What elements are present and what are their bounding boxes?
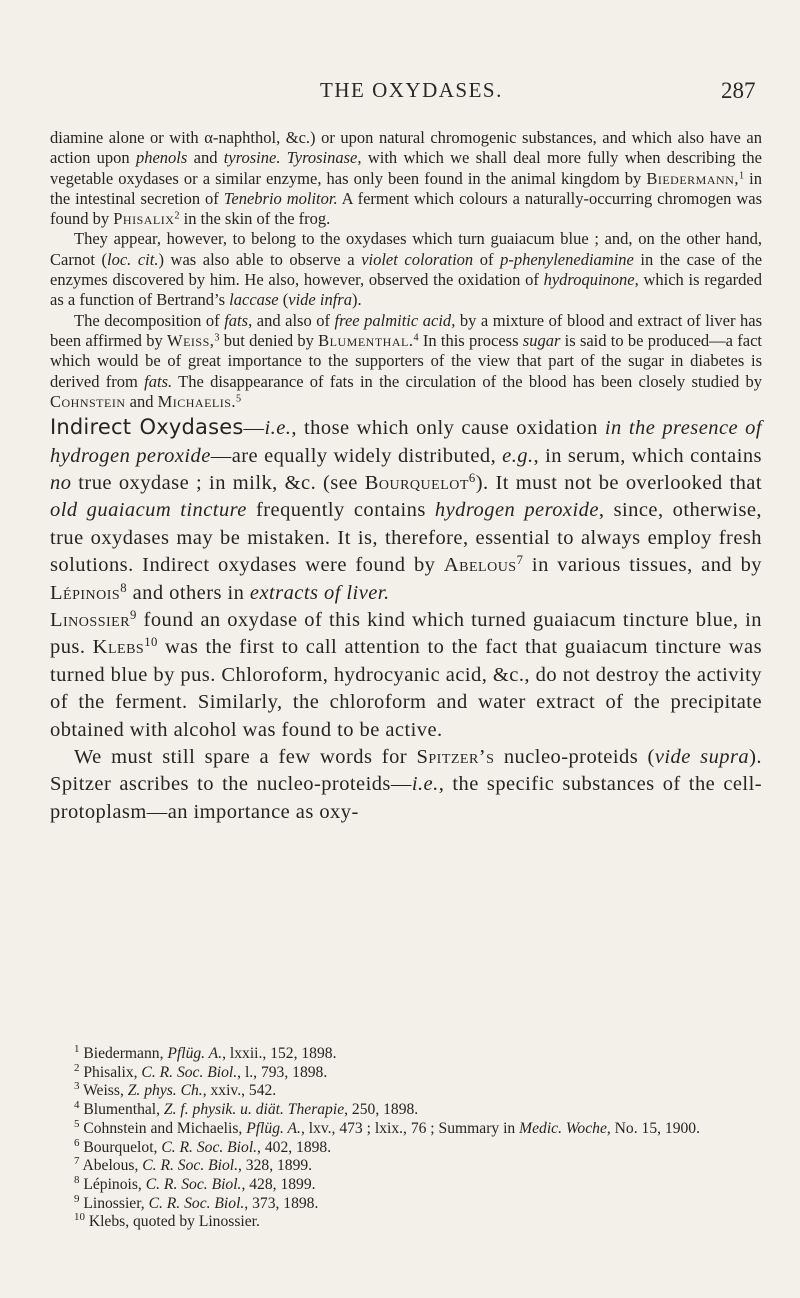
footnote: $^3$ Weiss, Z. phys. Ch., xxiv., 542. bbox=[74, 1080, 277, 1100]
footnote: $^5$ Cohnstein and Michaelis, Pflüg. A., lxv., 473 ; lxix., 76 ; Summary in Medic. Woche, No. 15, 1900. bbox=[74, 1117, 701, 1137]
body-text bbox=[50, 128, 762, 826]
paragraph-indirect-oxydases: Indirect Oxydases—i.e., those which only cause oxidation in the presence of hydrogen peroxide—are equally widely distributed, e.g., in serum, which contains no true oxydase ; in milk, &c. (see Bourquelot$^6$). It must not be overlooked that old guaiacum tincture frequently contains hydrogen peroxide, since, otherwise, true oxydases may be mistaken. It is, therefore, essential to always employ fresh solutions. Indirect oxydases were found by Abelous$^7$ in various tissues, and by Lépinois$^8$ and others in extracts of liver. bbox=[50, 415, 762, 604]
page-header bbox=[0, 78, 800, 118]
footnote: $^2$ Phisalix, C. R. Soc. Biol., l., 793, 1898. bbox=[74, 1061, 328, 1081]
footnote: $^9$ Linossier, C. R. Soc. Biol., 373, 1898. bbox=[74, 1192, 319, 1212]
paragraph-fats: The decomposition of fats, and also of free palmitic acid, by a mixture of blood and extract of liver has been affirmed by Weiss,$^3$ but denied by Blumenthal.$^4$ In this process sugar is said to be produced—a fact which would be of great importance to the supporters of the view that part of the sugar in diabetes is derived from fats. The disappearance of fats in the circulation of the blood has been closely studied by Cohnstein and Michaelis.$^5$ bbox=[50, 310, 762, 411]
footnotes bbox=[50, 1045, 762, 1232]
paragraph-guaiacum: They appear, however, to belong to the oxydases which turn guaiacum blue ; and, on the other hand, Carnot (loc. cit.) was also able to observe a violet coloration of p-phenylenediamine in the case of the enzymes discovered by him. He also, however, observed the oxidation of hydroquinone, which is regarded as a function of Bertrand’s laccase (vide infra). bbox=[50, 229, 763, 310]
page-number: 287 bbox=[721, 78, 756, 103]
footnote: $^6$ Bourquelot, C. R. Soc. Biol., 402, 1898. bbox=[74, 1136, 332, 1156]
footnote: $^8$ Lépinois, C. R. Soc. Biol., 428, 1899. bbox=[74, 1173, 316, 1193]
footnote: $^1$ Biedermann, Pflüg. A., lxxii., 152, 1898. bbox=[74, 1043, 337, 1062]
paragraph-linossier: Linossier$^9$ found an oxydase of this kind which turned guaiacum tincture blue, in pus. Klebs$^{10}$ was the first to call attention to the fact that guaiacum tincture was turned blue by pus. Chloroform, hydrocyanic acid, &c., do not destroy the activity of the ferment. Similarly, the chloroform and water extract of the precipitate obtained with alcohol was found to be active. bbox=[50, 608, 762, 741]
running-head: THE OXYDASES. bbox=[320, 78, 503, 102]
paragraph-tyrosinase: diamine alone or with α-naphthol, &c.) or upon natural chromogenic substances, and which also have an action upon phenols and tyrosine. Tyrosinase, with which we shall deal more fully when describing the vegetable oxydases or a similar enzyme, has only been found in the animal kingdom by Biedermann,$^1$ in the intestinal secretion of Tenebrio molitor. A ferment which colours a naturally-occurring chromogen was found by Phisalix$^2$ in the skin of the frog. bbox=[50, 128, 762, 229]
paragraph-spitzer: We must still spare a few words for Spitzer’s nucleo-proteids (vide supra). Spitzer ascribes to the nucleo-proteids—i.e., the specific substances of the cell-protoplasm—an importance as oxy- bbox=[50, 746, 762, 823]
footnote: $^{10}$ Klebs, quoted by Linossier. bbox=[74, 1211, 260, 1231]
section-heading: Indirect Oxydases bbox=[50, 415, 244, 440]
footnote: $^7$ Abelous, C. R. Soc. Biol., 328, 1899. bbox=[74, 1155, 313, 1175]
footnote: $^4$ Blumenthal, Z. f. physik. u. diät. Therapie, 250, 1898. bbox=[74, 1099, 419, 1119]
